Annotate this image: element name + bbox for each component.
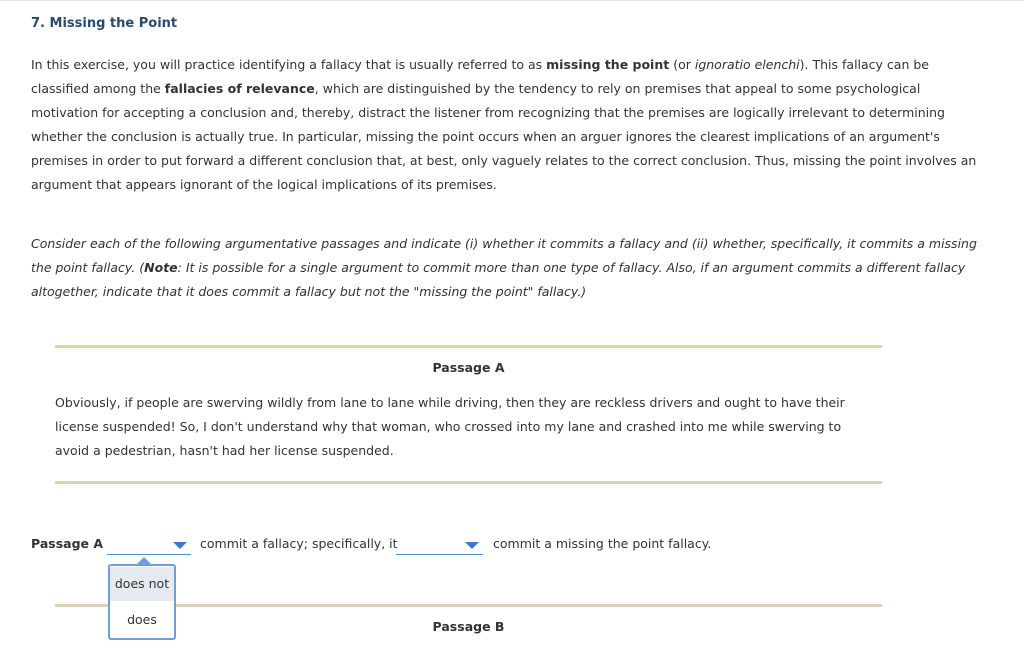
instructions-paragraph: Consider each of the following argumentative passages and indicate (i) whether it commits a fallacy and (ii) whether, specifically, it commits a missing the point fallacy. (Note: It is possible for a single argument to commit more than one type of fallacy. Also, if an argument commits a different fallacy altogether, indicate that it does commit a fallacy but not the "missing the point" fallacy.): [31, 236, 977, 299]
chevron-down-icon: [173, 542, 187, 549]
exercise-title: 7. Missing the Point: [31, 16, 178, 31]
menu-pointer: [136, 557, 152, 565]
term-fallacies-of-relevance: fallacies of relevance: [164, 81, 315, 96]
passage-a-text: Obviously, if people are swerving wildly from lane to lane while driving, then they are reckless drivers and ought to have their license suspended! So, I don't understand why that woman, who crossed into my lane and crashed into me while swerving to avoid a pedestrian, hasn't had her license suspended.: [55, 395, 845, 458]
question-text-1: commit a fallacy; specifically, it: [200, 536, 398, 551]
term-missing-the-point: missing the point: [546, 57, 670, 72]
passage-a-title: Passage A: [432, 360, 505, 375]
fallacy-dropdown[interactable]: [107, 538, 191, 555]
note-label: Note: [144, 260, 178, 275]
option-does[interactable]: does: [127, 612, 157, 627]
intro-paragraph: In this exercise, you will practice identifying a fallacy that is usually referred to as missing the point (or ignoratio elenchi). This fallacy can be classified among the fallacies of relevance, which are distinguished by the tendency to rely on premises that appeal to some psychological motivation for accepting a conclusion and, thereby, distract the listener from recognizing that the premises are logically irrelevant to determining whether the conclusion is actually true. In particular, missing the point occurs when an arguer ignores the clearest implications of an argument's premises in order to put forward a different conclusion that, at best, only vaguely relates to the correct conclusion. Thus, missing the point involves an argument that appears ignorant of the logical implications of its premises.: [31, 57, 977, 192]
passage-b-title: Passage B: [432, 619, 505, 634]
option-does-not[interactable]: does not: [110, 567, 174, 601]
term-ignoratio-elenchi: ignoratio elenchi: [694, 57, 800, 72]
passage-a-top-rule: [55, 345, 882, 348]
question-label: Passage A: [31, 536, 104, 551]
dropdown-menu: [108, 564, 176, 640]
top-divider: [0, 0, 1024, 1]
question-text-2: commit a missing the point fallacy.: [493, 536, 712, 551]
passage-a-bottom-rule: [55, 481, 882, 484]
passage-b-top-rule: [55, 604, 882, 607]
chevron-down-icon: [465, 542, 479, 549]
missing-point-dropdown[interactable]: [396, 538, 483, 555]
